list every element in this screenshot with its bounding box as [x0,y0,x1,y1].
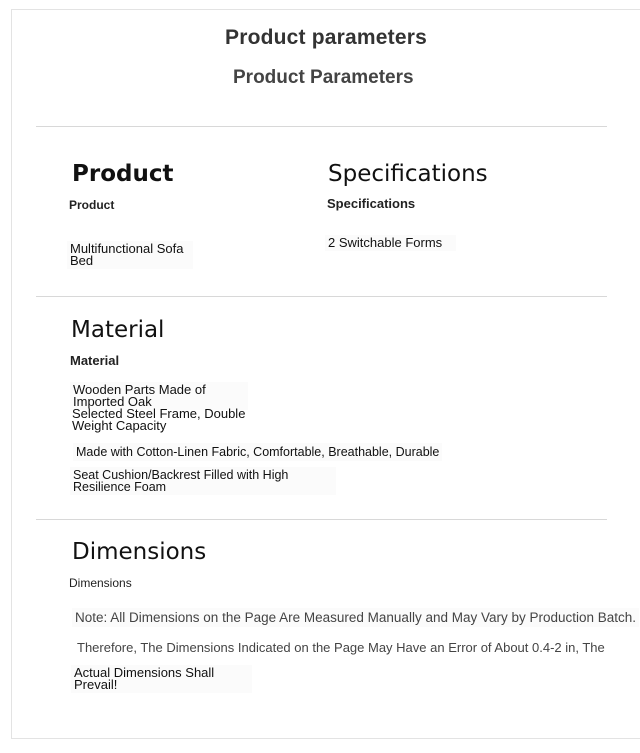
material-item: Wooden Parts Made of Imported Oak [70,382,248,410]
product-heading: Product [72,161,174,187]
page-title-lower: Product parameters [225,26,428,49]
material-label: Material [70,353,120,368]
material-heading: Material [71,317,165,343]
product-value: Multifunctional Sofa Bed [67,241,193,269]
dimensions-label: Dimensions [69,576,132,590]
divider [36,296,607,297]
dimensions-note: Note: All Dimensions on the Page Are Measured Manually and May Vary by Production Batch. [72,608,639,627]
specifications-heading: Specifications [328,161,488,187]
divider [36,126,607,127]
dimensions-note: Therefore, The Dimensions Indicated on the Page May Have an Error of About 0.4-2 in, The [77,640,605,655]
dimensions-heading: Dimensions [72,539,207,565]
specifications-label: Specifications [327,196,416,211]
material-item: Made with Cotton-Linen Fabric, Comfortable, Breathable, Durable [73,443,442,461]
page-title: Product Parameters [233,67,414,88]
specifications-value: 2 Switchable Forms [325,235,456,251]
material-item: Seat Cushion/Backrest Filled with High Resilience Foam [70,467,336,495]
material-item: Selected Steel Frame, Double Weight Capacity [72,406,246,433]
dimensions-note: Actual Dimensions Shall Prevail! [71,665,252,693]
product-label: Product [69,198,115,212]
divider [36,519,607,520]
page-frame [11,9,640,739]
